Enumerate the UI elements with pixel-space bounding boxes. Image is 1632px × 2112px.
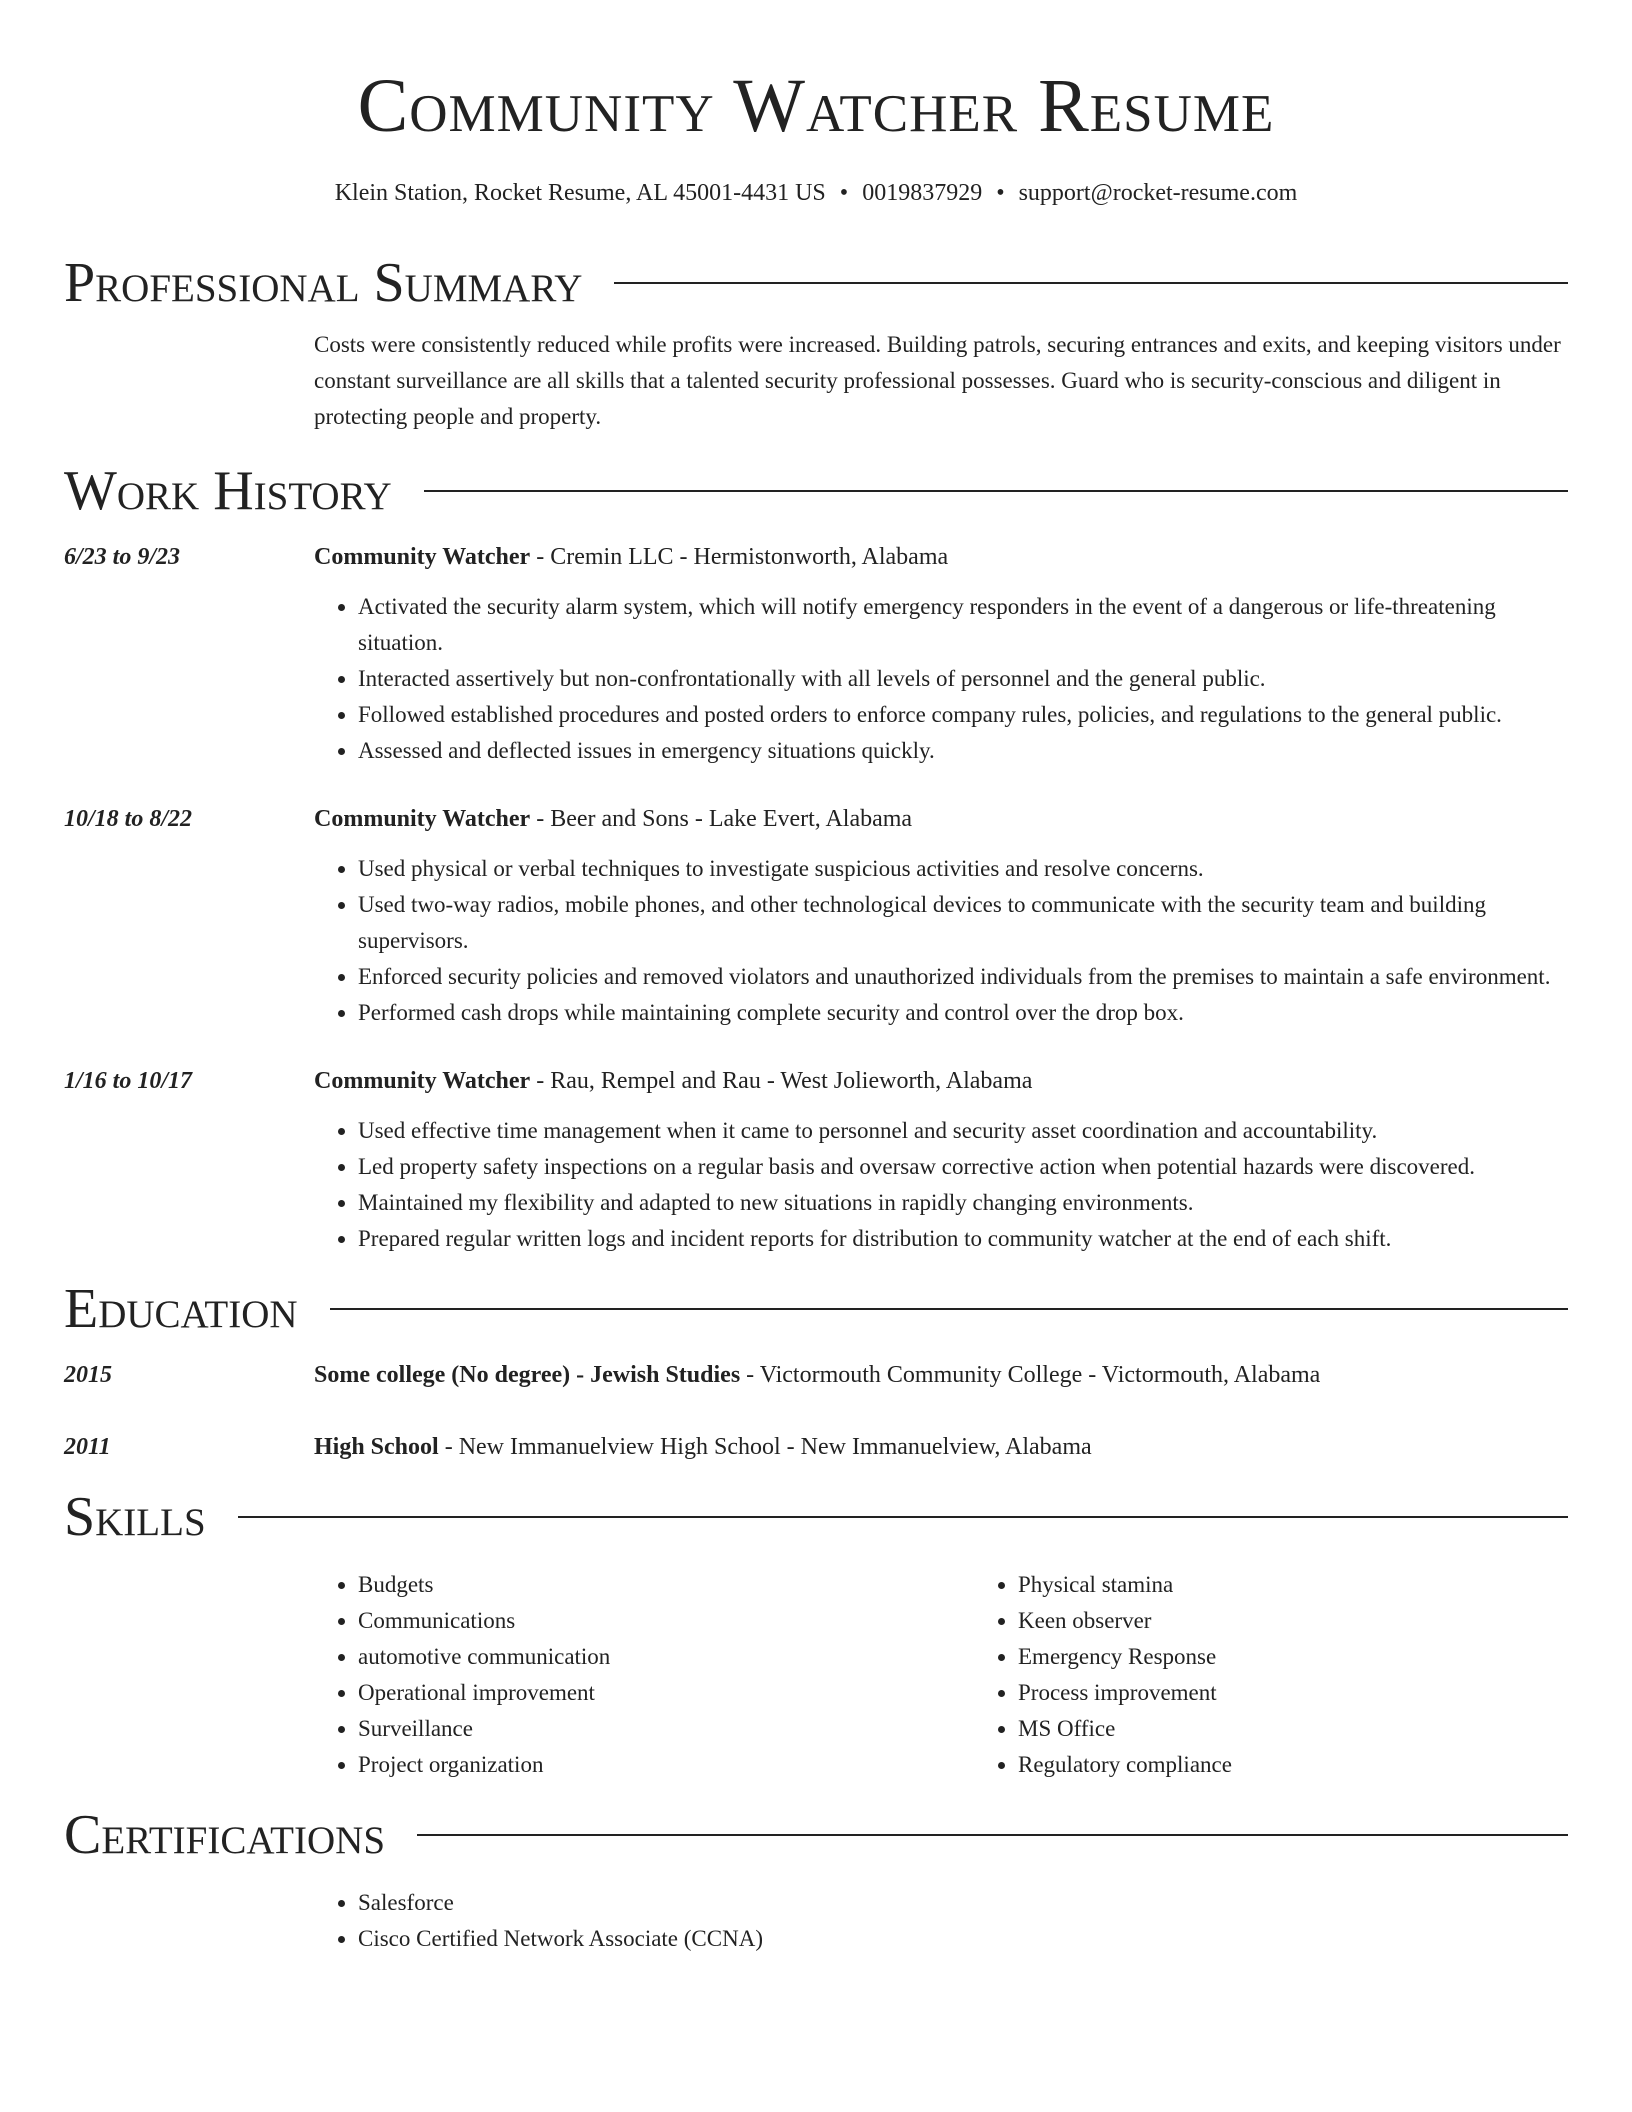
job-details: - Rau, Rempel and Rau - West Jolieworth, Alabama	[530, 1068, 1033, 1094]
certifications-list-wrap	[314, 1885, 1568, 1957]
list-item: • Used two-way radios, mobile phones, and other technological devices to communicate with the security team and building supervisors.	[358, 887, 1568, 959]
skill-item: • Process improvement	[1018, 1675, 1632, 1711]
job-entry	[64, 1063, 1568, 1257]
skill-item: • Project organization	[358, 1747, 974, 1783]
address: Klein Station, Rocket Resume, AL 45001-4431 US	[334, 180, 826, 206]
skill-item: • MS Office	[1018, 1711, 1632, 1747]
job-bullets	[314, 1113, 1568, 1257]
job-title: Community Watcher	[314, 806, 531, 832]
section-divider	[238, 1516, 1568, 1518]
education-year: 2011	[64, 1434, 111, 1460]
education-entry	[64, 1357, 1568, 1393]
job-header	[64, 801, 1568, 837]
section-divider	[424, 490, 1568, 492]
list-item: • Prepared regular written logs and incident reports for distribution to community watcher at the end of each shift.	[358, 1221, 1568, 1257]
job-details: - Beer and Sons - Lake Evert, Alabama	[530, 806, 913, 832]
list-item: • Performed cash drops while maintaining complete security and control over the drop box.	[358, 995, 1568, 1031]
phone: 0019837929	[862, 180, 983, 206]
skill-item: • Keen observer	[1018, 1603, 1632, 1639]
skill-item: • Budgets	[358, 1567, 974, 1603]
job-title: Community Watcher	[314, 1068, 531, 1094]
separator: •	[839, 180, 849, 206]
section-divider	[614, 282, 1568, 284]
email: support@rocket-resume.com	[1018, 180, 1298, 206]
job-details: - Cremin LLC - Hermistonworth, Alabama	[530, 544, 949, 570]
section-heading: Work History	[64, 460, 392, 522]
resume-title: Community Watcher Resume	[357, 64, 1275, 148]
list-item: • Activated the security alarm system, which will notify emergency responders in the event of a dangerous or life-threatening situation.	[358, 589, 1568, 661]
section-heading: Skills	[64, 1486, 206, 1548]
education-details: - New Immanuelview High School - New Immanuelview, Alabama	[438, 1434, 1092, 1460]
skill-item: • Operational improvement	[358, 1675, 974, 1711]
education-year: 2015	[64, 1362, 112, 1388]
education-degree: Some college (No degree) - Jewish Studies	[314, 1362, 741, 1388]
job-entry	[64, 801, 1568, 1031]
separator: •	[996, 180, 1005, 206]
education-section-header	[64, 1278, 1568, 1340]
skill-item: • automotive communication	[358, 1639, 974, 1675]
list-item: • Enforced security policies and removed violators and unauthorized individuals from the premises to maintain a safe environment.	[358, 959, 1568, 995]
job-bullets	[314, 589, 1568, 769]
job-dates: 6/23 to 9/23	[64, 544, 181, 570]
summary-section-header	[64, 252, 1568, 314]
section-heading: Education	[64, 1278, 298, 1340]
section-heading: Professional Summary	[64, 252, 583, 314]
skills-right-column	[974, 1567, 1632, 1783]
list-item: • Followed established procedures and posted orders to enforce company rules, policies, and regulations to the general public.	[358, 697, 1568, 733]
job-entry	[64, 539, 1568, 769]
skill-item: • Physical stamina	[1018, 1567, 1632, 1603]
skill-item: • Communications	[358, 1603, 974, 1639]
job-title: Community Watcher	[314, 544, 531, 570]
education-degree: High School	[314, 1434, 439, 1460]
list-item: • Maintained my flexibility and adapted to new situations in rapidly changing environments.	[358, 1185, 1568, 1221]
job-header	[64, 1063, 1568, 1099]
contact-line	[64, 180, 1568, 207]
skills-grid	[314, 1567, 1568, 1783]
work-section-header	[64, 460, 1568, 522]
job-bullets	[314, 851, 1568, 1031]
certifications-list	[314, 1885, 1568, 1957]
list-item: • Used effective time management when it came to personnel and security asset coordination and accountability.	[358, 1113, 1568, 1149]
section-divider	[417, 1834, 1568, 1836]
summary-text: Costs were consistently reduced while profits were increased. Building patrols, securing entrances and exits, and keeping visitors under constant surveillance are all skills that a talented security professional possesses. Guard who is security-conscious and diligent in protecting people and property.	[314, 332, 1561, 429]
list-item: • Assessed and deflected issues in emergency situations quickly.	[358, 733, 1568, 769]
certification-item: • Salesforce	[358, 1885, 1568, 1921]
skill-item: • Regulatory compliance	[1018, 1747, 1632, 1783]
education-entry	[64, 1429, 1568, 1465]
job-dates: 10/18 to 8/22	[64, 806, 193, 832]
section-divider	[330, 1308, 1568, 1310]
list-item: • Led property safety inspections on a regular basis and oversaw corrective action when potential hazards were discovered.	[358, 1149, 1568, 1185]
skill-item: • Surveillance	[358, 1711, 974, 1747]
job-header	[64, 539, 1568, 575]
skill-item: • Emergency Response	[1018, 1639, 1632, 1675]
skills-section-header	[64, 1486, 1568, 1548]
education-details: - Victormouth Community College - Victormouth, Alabama	[740, 1362, 1321, 1388]
work-history-list	[64, 539, 1568, 1257]
certifications-section-header	[64, 1804, 1568, 1866]
skills-left-column	[314, 1567, 974, 1783]
list-item: • Used physical or verbal techniques to investigate suspicious activities and resolve concerns.	[358, 851, 1568, 887]
section-heading: Certifications	[64, 1804, 386, 1866]
list-item: • Interacted assertively but non-confrontationally with all levels of personnel and the general public.	[358, 661, 1568, 697]
certification-item: • Cisco Certified Network Associate (CCNA)	[358, 1921, 1568, 1957]
job-dates: 1/16 to 10/17	[64, 1068, 193, 1094]
